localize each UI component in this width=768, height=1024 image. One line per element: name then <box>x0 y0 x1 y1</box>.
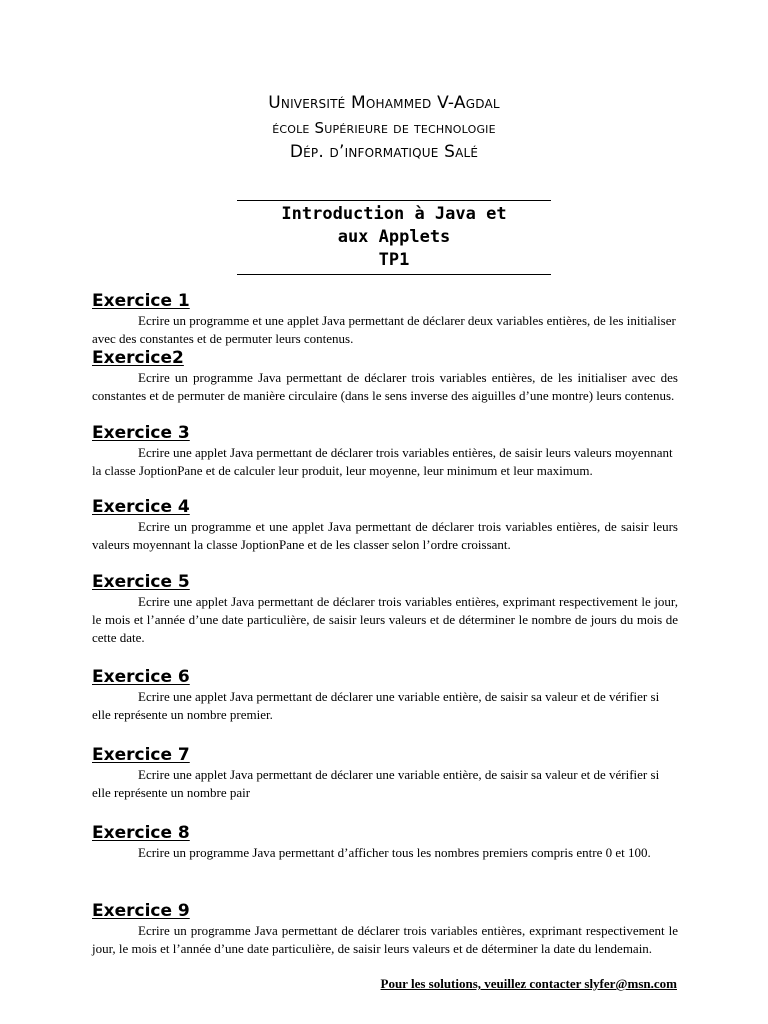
title-line-2: aux Applets <box>337 227 451 247</box>
exercise-4 <box>92 497 678 554</box>
exercise-heading: Exercice 5 <box>92 572 190 592</box>
exercise-heading: Exercice2 <box>92 348 184 368</box>
exercise-heading: Exercice 1 <box>92 291 190 311</box>
exercise-7 <box>92 745 678 802</box>
exercise-heading: Exercice 8 <box>92 823 190 843</box>
exercise-heading: Exercice 6 <box>92 667 190 687</box>
exercise-text: Ecrire une applet Java permettant de déclarer une variable entière, de saisir sa valeur et de vérifier si elle représente un nombre pair <box>92 767 660 800</box>
exercise-text: Ecrire une applet Java permettant de déclarer trois variables entières, exprimant respectivement le jour, le mois et l’année d’une date particulière, de saisir leurs valeurs et de déterminer le nombre de jours du mois de cette date. <box>92 594 678 645</box>
contact-footer: Pour les solutions, veuillez contacter slyfer@msn.com <box>380 976 677 991</box>
exercise-text: Ecrire un programme et une applet Java permettant de déclarer deux variables entières, de les initialiser avec des constantes et de permuter leurs contenus. <box>92 313 676 346</box>
exercise-text: Ecrire une applet Java permettant de déclarer trois variables entières, de saisir leurs valeurs moyennant la classe JoptionPane et de calculer leur produit, leur moyenne, leur minimum et leur maximum. <box>92 445 673 478</box>
exercise-6 <box>92 667 678 724</box>
exercise-heading: Exercice 4 <box>92 497 190 517</box>
exercise-8 <box>92 823 678 862</box>
title-line-3: TP1 <box>378 250 410 270</box>
exercise-2 <box>92 348 678 405</box>
exercise-text: Ecrire un programme Java permettant de déclarer trois variables entières, de les initialiser avec des constantes et de permuter de manière circulaire (dans le sens inverse des aiguilles d’une montre) leurs contenus. <box>92 370 678 403</box>
exercise-5 <box>92 572 678 647</box>
exercise-3 <box>92 423 678 480</box>
department-name: Dép. d’informatique Salé <box>289 142 479 162</box>
university-name: Université Mohammed V-Agdal <box>268 93 500 113</box>
exercise-1 <box>92 291 678 348</box>
title-line-1: Introduction à Java et <box>281 204 507 224</box>
exercise-text: Ecrire un programme Java permettant de déclarer trois variables entières, exprimant respectivement le jour, le mois et l’année d’une date particulière, de saisir leurs valeurs et de déterminer la date du lendemain. <box>92 923 678 956</box>
document-title <box>237 200 551 275</box>
exercise-text: Ecrire un programme Java permettant d’afficher tous les nombres premiers compris entre 0 et 100. <box>138 845 651 860</box>
exercise-heading: Exercice 3 <box>92 423 190 443</box>
school-name: école Supérieure de technologie <box>272 119 496 137</box>
exercise-heading: Exercice 7 <box>92 745 190 765</box>
exercise-9 <box>92 901 678 958</box>
exercise-heading: Exercice 9 <box>92 901 190 921</box>
exercise-text: Ecrire un programme et une applet Java permettant de déclarer trois variables entières, de saisir leurs valeurs moyennant la classe JoptionPane et de les classer selon l’ordre croissant. <box>92 519 678 552</box>
exercise-text: Ecrire une applet Java permettant de déclarer une variable entière, de saisir sa valeur et de vérifier si elle représente un nombre premier. <box>92 689 660 722</box>
